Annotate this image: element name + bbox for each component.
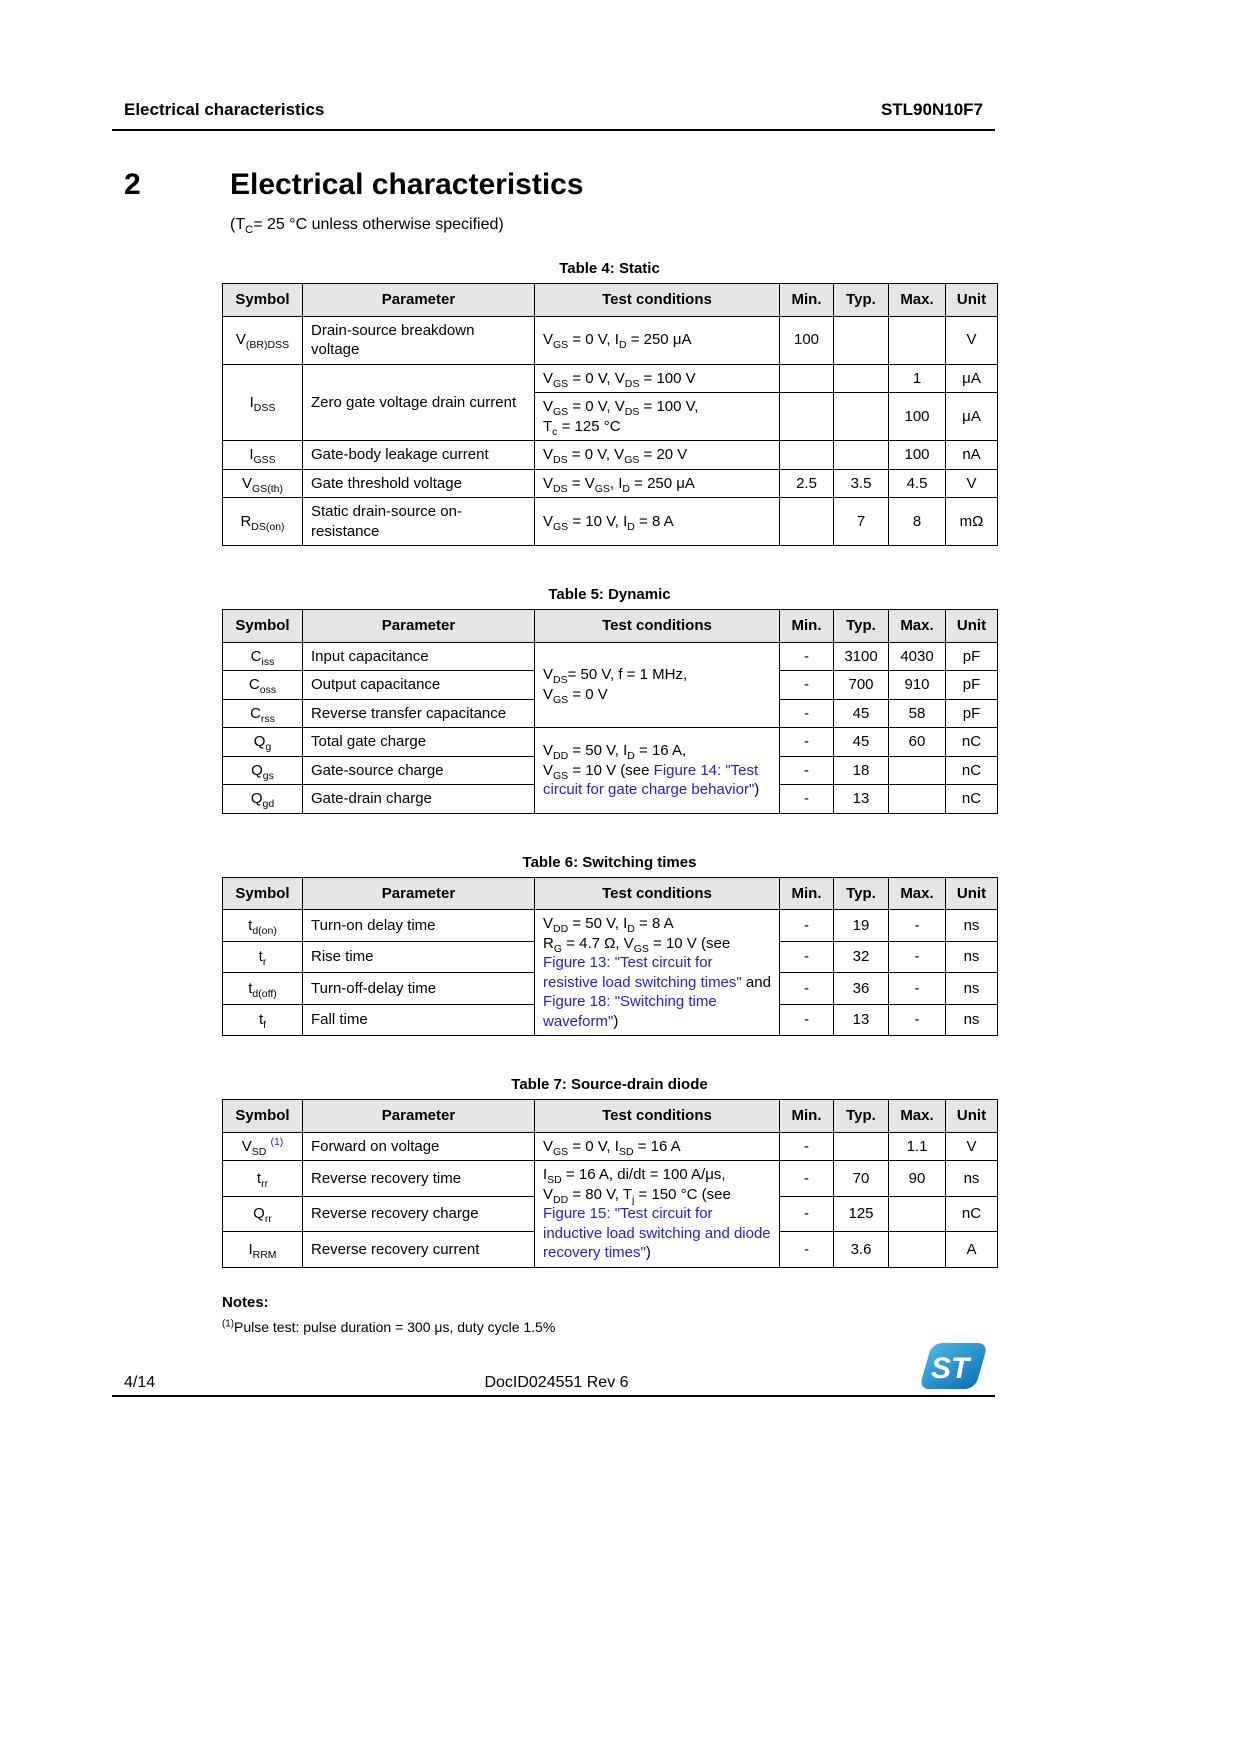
cell-symbol: $Q_{rr}$ [223, 1196, 303, 1232]
table4-static [222, 283, 998, 546]
cell-typ [834, 441, 889, 470]
table6-title: Table 6: Switching times [522, 853, 697, 871]
cell-max: - [889, 973, 946, 1005]
col-header-symbol: Symbol [223, 284, 303, 317]
cell-typ: 19 [834, 910, 889, 942]
cell-max [889, 1196, 946, 1232]
cell-min: 2.5 [780, 469, 834, 498]
cell-parameter: Rise time [303, 941, 535, 973]
col-header-min: Min. [780, 1100, 834, 1133]
cell-typ: 3.6 [834, 1232, 889, 1268]
cell-typ: 7 [834, 498, 889, 546]
col-header-unit: Unit [946, 1100, 998, 1133]
cell-typ: 45 [834, 699, 889, 728]
header-part-number: STL90N10F7 [880, 100, 983, 119]
cell-typ: 70 [834, 1161, 889, 1197]
cell-unit: V [946, 469, 998, 498]
cell-parameter: Gate threshold voltage [303, 469, 535, 498]
table-row [223, 1161, 998, 1197]
cell-symbol: $t_{d(on)}$ [223, 910, 303, 942]
col-header-max: Max. [889, 1100, 946, 1133]
cell-conditions: $V_{GS} = 0$ V, $I_D = 250$ μA [535, 316, 780, 364]
cell-max: - [889, 941, 946, 973]
cell-min [780, 393, 834, 441]
cell-min: - [780, 941, 834, 973]
figure-18-link[interactable]: Figure 18: "Switching time waveform" [543, 993, 717, 1030]
cell-min: - [780, 1196, 834, 1232]
cell-parameter: Drain-source breakdown voltage [303, 316, 535, 364]
cell-max [889, 1232, 946, 1268]
col-header-typ: Typ. [834, 877, 889, 910]
col-header-parameter: Parameter [303, 610, 535, 643]
col-header-test-conditions: Test conditions [535, 1100, 780, 1133]
cell-typ: 32 [834, 941, 889, 973]
cell-parameter: Turn-on delay time [303, 910, 535, 942]
cell-parameter: Zero gate voltage drain current [303, 364, 535, 441]
table-row [223, 441, 998, 470]
cell-min: - [780, 1004, 834, 1036]
cell-typ: 125 [834, 1196, 889, 1232]
cell-conditions: $V_{GS} = 0$ V, $I_{SD} = 16$ A [535, 1132, 780, 1161]
cell-unit: μA [946, 364, 998, 393]
header-section-title: Electrical characteristics [124, 100, 325, 119]
note-1: $^{(1)}$Pulse test: pulse duration = 300 μs, duty cycle 1.5% [222, 1317, 556, 1335]
col-header-parameter: Parameter [303, 1100, 535, 1133]
cell-min: - [780, 728, 834, 757]
note-1-ref[interactable]: (1) [270, 1135, 284, 1148]
cell-unit: pF [946, 699, 998, 728]
cell-symbol: $t_r$ [223, 941, 303, 973]
notes-block [222, 1294, 995, 1335]
col-header-max: Max. [889, 610, 946, 643]
cell-symbol: $I_{RRM}$ [223, 1232, 303, 1268]
table-row [223, 910, 998, 942]
col-header-typ: Typ. [834, 1100, 889, 1133]
table7-source-drain-diode [222, 1099, 998, 1268]
cell-max [889, 756, 946, 785]
cell-symbol: $C_{iss}$ [223, 642, 303, 671]
cell-symbol: $t_{rr}$ [223, 1161, 303, 1197]
col-header-unit: Unit [946, 610, 998, 643]
figure-13-link[interactable]: Figure 13: "Test circuit for resistive load switching times" [543, 954, 742, 991]
cell-typ: 3100 [834, 642, 889, 671]
cell-unit: ns [946, 1004, 998, 1036]
table-row [223, 364, 998, 393]
col-header-symbol: Symbol [223, 1100, 303, 1133]
cell-max: 58 [889, 699, 946, 728]
col-header-parameter: Parameter [303, 877, 535, 910]
cell-symbol: $V_{SD}$ $^{(1)}$ [223, 1132, 303, 1161]
cell-typ [834, 1132, 889, 1161]
cell-unit: nC [946, 1196, 998, 1232]
cell-max: 910 [889, 671, 946, 700]
cell-max: 1 [889, 364, 946, 393]
page-footer [112, 1340, 995, 1397]
cell-unit: ns [946, 910, 998, 942]
cell-unit: pF [946, 671, 998, 700]
table-row [223, 316, 998, 364]
cell-max [889, 316, 946, 364]
col-header-min: Min. [780, 284, 834, 317]
st-logo-text: ST [931, 1352, 970, 1385]
cell-unit: mΩ [946, 498, 998, 546]
cell-max: - [889, 910, 946, 942]
cell-unit: nC [946, 756, 998, 785]
cell-symbol: $t_{d(off)}$ [223, 973, 303, 1005]
cell-max: 100 [889, 393, 946, 441]
cell-unit: ns [946, 941, 998, 973]
section-heading [112, 168, 995, 202]
table-row [223, 469, 998, 498]
cell-symbol: $V_{GS(th)}$ [223, 469, 303, 498]
cell-typ: 700 [834, 671, 889, 700]
col-header-typ: Typ. [834, 284, 889, 317]
cell-symbol: $Q_{gs}$ [223, 756, 303, 785]
cell-unit: ns [946, 1161, 998, 1197]
cell-typ: 13 [834, 785, 889, 814]
cell-conditions: $V_{DS} = V_{GS}$, $I_D = 250$ μA [535, 469, 780, 498]
table-row [223, 1132, 998, 1161]
figure-15-link[interactable]: Figure 15: "Test circuit for inductive load switching and diode recovery times" [543, 1205, 771, 1261]
cell-min: - [780, 756, 834, 785]
cell-min [780, 364, 834, 393]
cell-parameter: Turn-off-delay time [303, 973, 535, 1005]
table4-title: Table 4: Static [559, 260, 660, 277]
cell-max: 1.1 [889, 1132, 946, 1161]
cell-min: - [780, 671, 834, 700]
col-header-min: Min. [780, 610, 834, 643]
cell-max [889, 785, 946, 814]
cell-min: - [780, 699, 834, 728]
cell-conditions: $V_{DD} = 50$ V, $I_D = 16$ A, $V_{GS} = 10$ V (see Figure 14: "Test circuit for gate charge behavior") [535, 728, 780, 814]
cell-parameter: Fall time [303, 1004, 535, 1036]
col-header-max: Max. [889, 877, 946, 910]
cell-unit: nC [946, 785, 998, 814]
table6-switching-times [222, 877, 998, 1037]
cell-max: 8 [889, 498, 946, 546]
cell-min: - [780, 1232, 834, 1268]
cell-symbol: $C_{oss}$ [223, 671, 303, 700]
conditions-note: ($T_C= 25$ °C unless otherwise specified) [230, 216, 504, 237]
cell-unit: nC [946, 728, 998, 757]
logo-container [773, 1340, 989, 1392]
table-header-row [223, 610, 998, 643]
table-header-row [223, 1100, 998, 1133]
cell-unit: pF [946, 642, 998, 671]
cell-min: - [780, 785, 834, 814]
table5-title: Table 5: Dynamic [548, 586, 671, 603]
col-header-min: Min. [780, 877, 834, 910]
cell-min: - [780, 910, 834, 942]
cell-parameter: Forward on voltage [303, 1132, 535, 1161]
cell-parameter: Gate-drain charge [303, 785, 535, 814]
section-number: 2 [124, 168, 141, 201]
col-header-test-conditions: Test conditions [535, 877, 780, 910]
cell-symbol: $C_{rss}$ [223, 699, 303, 728]
table-row [223, 498, 998, 546]
cell-symbol: $I_{GSS}$ [223, 441, 303, 470]
page-header [112, 100, 995, 131]
col-header-typ: Typ. [834, 610, 889, 643]
col-header-symbol: Symbol [223, 877, 303, 910]
cell-typ [834, 393, 889, 441]
cell-min: - [780, 642, 834, 671]
cell-typ: 36 [834, 973, 889, 1005]
table-row [223, 642, 998, 671]
cell-parameter: Reverse recovery current [303, 1232, 535, 1268]
cell-unit: ns [946, 973, 998, 1005]
cell-parameter: Reverse recovery charge [303, 1196, 535, 1232]
cell-symbol: $Q_g$ [223, 728, 303, 757]
cell-parameter: Gate-body leakage current [303, 441, 535, 470]
cell-max: 90 [889, 1161, 946, 1197]
cell-max: 4.5 [889, 469, 946, 498]
st-logo-icon [913, 1340, 989, 1392]
col-header-parameter: Parameter [303, 284, 535, 317]
cell-min: - [780, 1161, 834, 1197]
cell-conditions: $V_{GS} = 0$ V, $V_{DS} = 100$ V, $T_c = 125$ °C [535, 393, 780, 441]
cell-unit: μA [946, 393, 998, 441]
cell-parameter: Reverse recovery time [303, 1161, 535, 1197]
cell-conditions: $V_{DS}= 50$ V, f = 1 MHz, $V_{GS} = 0$ V [535, 642, 780, 728]
cell-max: 100 [889, 441, 946, 470]
col-header-unit: Unit [946, 284, 998, 317]
cell-typ: 45 [834, 728, 889, 757]
cell-min [780, 498, 834, 546]
cell-symbol: $t_f$ [223, 1004, 303, 1036]
col-header-unit: Unit [946, 877, 998, 910]
cell-symbol: $R_{DS(on)}$ [223, 498, 303, 546]
table-header-row [223, 877, 998, 910]
cell-unit: nA [946, 441, 998, 470]
cell-typ: 13 [834, 1004, 889, 1036]
col-header-test-conditions: Test conditions [535, 610, 780, 643]
cell-typ [834, 364, 889, 393]
cell-min: - [780, 973, 834, 1005]
col-header-test-conditions: Test conditions [535, 284, 780, 317]
cell-symbol: $Q_{gd}$ [223, 785, 303, 814]
table-header-row [223, 284, 998, 317]
cell-conditions: $I_{SD} = 16$ A, di/dt = 100 A/μs, $V_{DD} = 80$ V, $T_j = 150$ °C (see Figure 15: "Test circuit for inductive load switching and diode recovery times") [535, 1161, 780, 1268]
cell-unit: V [946, 316, 998, 364]
cell-parameter: Reverse transfer capacitance [303, 699, 535, 728]
cell-conditions: $V_{GS} = 0$ V, $V_{DS} = 100$ V [535, 364, 780, 393]
col-header-symbol: Symbol [223, 610, 303, 643]
cell-max: - [889, 1004, 946, 1036]
cell-min: 100 [780, 316, 834, 364]
cell-conditions: $V_{GS} = 10$ V, $I_D = 8$ A [535, 498, 780, 546]
table5-dynamic [222, 609, 998, 814]
cell-max: 60 [889, 728, 946, 757]
table-row [223, 728, 998, 757]
table7-title: Table 7: Source-drain diode [511, 1076, 708, 1093]
cell-min: - [780, 1132, 834, 1161]
page-number: 4/14 [124, 1374, 156, 1391]
cell-typ [834, 316, 889, 364]
cell-parameter: Total gate charge [303, 728, 535, 757]
page-content [112, 168, 995, 1335]
cell-max: 4030 [889, 642, 946, 671]
cell-symbol: $I_{DSS}$ [223, 364, 303, 441]
cell-parameter: Output capacitance [303, 671, 535, 700]
cell-parameter: Gate-source charge [303, 756, 535, 785]
cell-parameter: Input capacitance [303, 642, 535, 671]
cell-unit: A [946, 1232, 998, 1268]
cell-conditions: $V_{DS} = 0$ V, $V_{GS} = 20$ V [535, 441, 780, 470]
notes-label: Notes: [222, 1293, 269, 1311]
figure-14-link[interactable]: Figure 14: "Test circuit for gate charge behavior" [543, 761, 759, 798]
cell-conditions: $V_{DD} = 50$ V, $I_D = 8$ A $R_G = 4.7$ Ω, $V_{GS} = 10$ V (see Figure 13: "Test circuit for resistive load switching times" and Figure 18: "Switching time waveform") [535, 910, 780, 1036]
cell-unit: V [946, 1132, 998, 1161]
doc-id: DocID024551 Rev 6 [484, 1374, 629, 1391]
section-title: Electrical characteristics [230, 168, 584, 201]
col-header-max: Max. [889, 284, 946, 317]
cell-typ: 3.5 [834, 469, 889, 498]
cell-typ: 18 [834, 756, 889, 785]
cell-min [780, 441, 834, 470]
cell-parameter: Static drain-source on-resistance [303, 498, 535, 546]
cell-symbol: $V_{(BR)DSS}$ [223, 316, 303, 364]
footer-row [112, 1340, 995, 1397]
